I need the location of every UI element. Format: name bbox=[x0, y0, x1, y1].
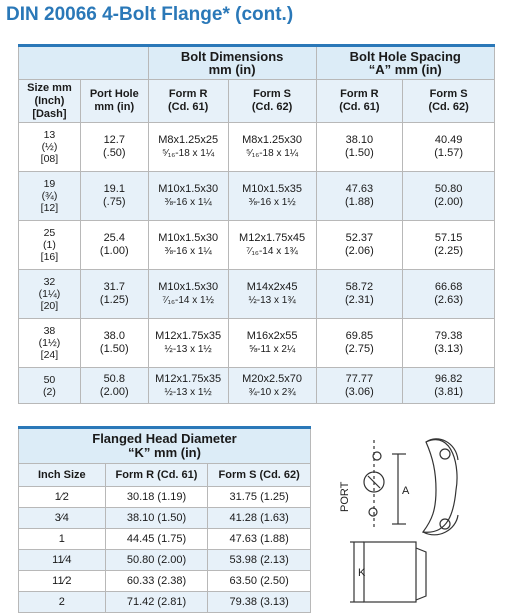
col-spacing-form-r: Form R (Cd. 61) bbox=[316, 80, 403, 123]
flange-side-view bbox=[364, 542, 416, 602]
table-row: 50 (2) 50.8 (2.00) M12x1.75x35 ½-13 x 1½ M20x2.5x70 ¾-10 x 2¾ 77.77 (3.06) 96.82 (3.81) bbox=[19, 368, 495, 404]
table-row: 25 (1) [16] 25.4 (1.00) M10x1.5x30 ⅜-16 x 1¼ M12x1.75x45 ⁷⁄₁₆-14 x 1¾ 52.37 (2.06) 57.15 (2.25) bbox=[19, 221, 495, 270]
table-row: 3⁄4 38.10 (1.50) 41.28 (1.63) bbox=[19, 508, 311, 529]
bolt-hole-top bbox=[440, 449, 450, 459]
port-label: PORT bbox=[339, 481, 351, 512]
header-bolt-hole-spacing: Bolt Hole Spacing “A” mm (in) bbox=[316, 46, 494, 80]
col-form-s: Form S (Cd. 62) bbox=[228, 80, 316, 123]
table-row: 38 (1½) [24] 38.0 (1.50) M12x1.75x35 ½-13 x 1½ M16x2x55 ⅝-11 x 2¼ 69.85 (2.75) 79.38 (3.13) bbox=[19, 319, 495, 368]
table-row: 19 (¾) [12] 19.1 (.75) M10x1.5x30 ⅜-16 x 1¼ M10x1.5x35 ⅜-16 x 1½ 47.63 (1.88) 50.80 (2.00) bbox=[19, 172, 495, 221]
a-label: A bbox=[402, 485, 410, 497]
flanged-head-diameter-table bbox=[18, 426, 311, 613]
col-form-r: Form R (Cd. 61) bbox=[148, 80, 228, 123]
header-flanged-head-diameter: Flanged Head Diameter “K” mm (in) bbox=[19, 428, 311, 464]
table-row: 11⁄2 60.33 (2.38) 63.50 (2.50) bbox=[19, 571, 311, 592]
col-inch-size: Inch Size bbox=[19, 464, 106, 487]
col-spacing-form-s: Form S (Cd. 62) bbox=[403, 80, 495, 123]
table-row: 13 (½) [08] 12.7 (.50) M8x1.25x25 ⁵⁄₁₆-18 x 1¼ M8x1.25x30 ⁵⁄₁₆-18 x 1¼ 38.10 (1.50) 40.49 (1.57) bbox=[19, 123, 495, 172]
header-bolt-dimensions: Bolt Dimensions mm (in) bbox=[148, 46, 316, 80]
k-label: K bbox=[358, 567, 366, 579]
page-title: DIN 20066 4-Bolt Flange* (cont.) bbox=[6, 4, 294, 25]
table-row: 11⁄4 50.80 (2.00) 53.98 (2.13) bbox=[19, 550, 311, 571]
table-row: 32 (1¼) [20] 31.7 (1.25) M10x1.5x30 ⁷⁄₁₆-14 x 1½ M14x2x45 ½-13 x 1¾ 58.72 (2.31) 66.68 (2.63) bbox=[19, 270, 495, 319]
table-row: 1 44.45 (1.75) 47.63 (1.88) bbox=[19, 529, 311, 550]
col-port-hole: Port Hole mm (in) bbox=[80, 80, 148, 123]
header-blank bbox=[19, 46, 149, 80]
col-k-form-s: Form S (Cd. 62) bbox=[208, 464, 311, 487]
bolt-hole-left-bottom bbox=[369, 508, 377, 516]
table-row: 2 71.42 (2.81) 79.38 (3.13) bbox=[19, 592, 311, 613]
table-row: 1⁄2 30.18 (1.19) 31.75 (1.25) bbox=[19, 487, 311, 508]
col-k-form-r: Form R (Cd. 61) bbox=[105, 464, 208, 487]
bolt-dimensions-table bbox=[18, 44, 495, 404]
flange-diagram bbox=[328, 420, 508, 610]
col-size: Size mm (Inch) [Dash] bbox=[19, 80, 81, 123]
